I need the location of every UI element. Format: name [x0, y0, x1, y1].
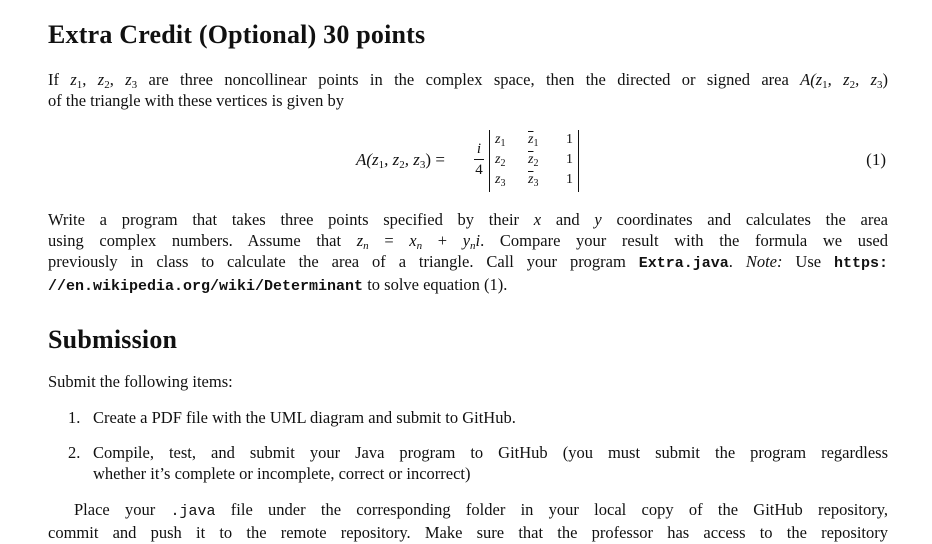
- place-paragraph: [48, 499, 888, 543]
- matrix-z1: $z_1$: [495, 132, 506, 149]
- matrix-zbar3: $\overline{z}_3$: [528, 172, 539, 189]
- place-line-1: Place your .java file under the corresponding folder in your local copy of the GitHub repository,: [74, 500, 888, 520]
- matrix-one-3: 1: [566, 172, 573, 187]
- matrix-zbar2: $\overline{z}_2$: [528, 152, 539, 169]
- submission-intro: Submit the following items:: [48, 372, 233, 391]
- matrix-z2: $z_2$: [495, 152, 506, 169]
- determinant-matrix: [489, 130, 579, 192]
- place-line-2: commit and push it to the remote repository. Make sure that the professor has access to the repository: [48, 523, 888, 542]
- matrix-one-1: 1: [566, 132, 573, 147]
- matrix-z3: $z_3$: [495, 172, 506, 189]
- task-line-2: using complex numbers. Assume that $z_n = x_n + y_ni$. Compare your result with the formula we used: [48, 231, 889, 252]
- submission-heading: Submission: [48, 325, 178, 354]
- task-line-3: previously in class to calculate the area of a triangle. Call your program Extra.java. Note: Use https:: [48, 252, 889, 272]
- url-part-1[interactable]: https:: [834, 255, 889, 272]
- intro-paragraph: [48, 69, 888, 111]
- equation-lhs: $A(z_1$, $z_2$, $z_3$) =: [356, 150, 445, 171]
- matrix-zbar1: $\overline{z}_1$: [528, 132, 539, 149]
- determinant-equation: [48, 128, 888, 194]
- equation-number: (1): [866, 150, 886, 169]
- task-line-4: //en.wikipedia.org/wiki/Determinant to solve equation (1).: [48, 275, 508, 295]
- intro-line-1: If $z_1$, $z_2$, $z_3$ are three noncollinear points in the complex space, then the directed or signed area $A(z_1$, $z_2$, $z_3$): [48, 70, 888, 91]
- intro-line-2: of the triangle with these vertices is given by: [48, 91, 345, 110]
- filename-extra-java: Extra.java: [638, 255, 729, 272]
- task-line-1: Write a program that takes three points specified by their x and y coordinates and calculates the area: [48, 210, 888, 229]
- task-paragraph: [48, 209, 888, 297]
- matrix-one-2: 1: [566, 152, 573, 167]
- fraction-i-over-4: i 4: [475, 141, 483, 178]
- determinant-url[interactable]: //en.wikipedia.org/wiki/Determinant: [48, 278, 364, 295]
- extra-credit-heading: Extra Credit (Optional) 30 points: [48, 20, 426, 49]
